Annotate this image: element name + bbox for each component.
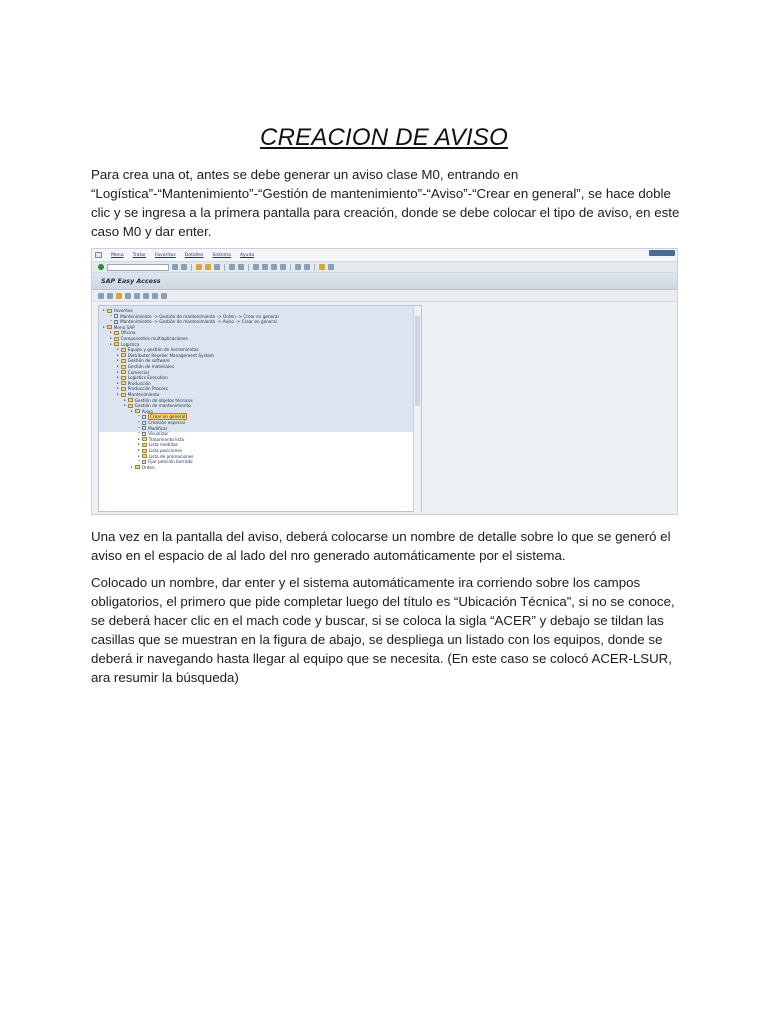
transaction-icon (114, 314, 118, 318)
menu-item-menu: Menú (111, 252, 124, 258)
tree-expander-icon[interactable]: ▸ (117, 386, 119, 391)
tree-node-label: Producción Process (127, 386, 168, 392)
folder-icon (121, 381, 126, 385)
tree-expander-icon[interactable]: ▸ (117, 352, 119, 357)
tree-expander-icon[interactable]: • (138, 425, 141, 430)
layout-icon (328, 264, 334, 270)
help-icon (319, 264, 325, 270)
delete-favorite-icon (134, 293, 140, 299)
scrollbar-thumb (415, 316, 420, 406)
tree-expander-icon[interactable]: ▸ (138, 448, 140, 452)
tree-node[interactable] (124, 403, 191, 408)
sap-screenshot (91, 248, 678, 515)
tree-node[interactable] (138, 448, 182, 453)
tree-node[interactable] (138, 431, 168, 436)
sap-title-bar: SAP Easy Access (92, 273, 677, 290)
tree-expander-icon[interactable]: • (138, 431, 141, 436)
tree-node[interactable] (110, 336, 188, 341)
tree-node-label: Gestión de software (127, 358, 170, 364)
transaction-icon (142, 460, 146, 464)
folder-icon (114, 331, 119, 335)
tree-node[interactable] (117, 347, 199, 352)
find-icon (229, 264, 235, 270)
tree-expander-icon[interactable]: ▸ (131, 464, 133, 469)
tree-node-label: Producción (127, 380, 151, 386)
tree-node[interactable] (117, 370, 149, 375)
tree-expander-icon[interactable]: ▸ (131, 408, 133, 413)
tree-node-label: Equipo y gestión de herramientas (127, 347, 199, 353)
tree-node-label: Comercial (127, 369, 149, 375)
tree-node-label: Modificar (148, 425, 168, 431)
tree-expander-icon[interactable]: • (138, 414, 141, 419)
tree-expander-icon[interactable]: ▸ (103, 308, 105, 312)
transaction-icon (114, 320, 118, 324)
tree-node-label: Oficina (120, 330, 136, 336)
user-menu-icon (98, 293, 104, 299)
paragraph-intro: Para crea una ot, antes se debe generar un aviso clase M0, entrando en “Logística”-“Mantenimiento”-“Gestión de mantenimiento”-“Aviso”-“Crear en general”, se hace doble clic y se ingresa a la primera pantalla para creación, donde se debe colocar el tipo de aviso, en este caso M0 y dar enter. (91, 167, 680, 239)
toolbar-separator (314, 264, 315, 271)
folder-icon (121, 365, 126, 369)
tree-expander-icon[interactable]: ▸ (124, 403, 126, 408)
edit-icon (143, 293, 149, 299)
tree-node-label: Logística (120, 341, 140, 347)
tree-expander-icon[interactable]: ▸ (110, 330, 112, 335)
tree-node-label: Gestión de materiales (127, 364, 174, 369)
toolbar-separator (224, 264, 225, 271)
folder-icon (121, 359, 126, 363)
tree-node[interactable] (117, 353, 214, 358)
window-controls-icon (649, 250, 675, 256)
menu-item-tratar: Tratar (132, 252, 146, 258)
tree-node[interactable] (110, 314, 279, 319)
tree-scrollbar (413, 306, 421, 512)
tree-node-label: Visualizar (148, 431, 169, 437)
tree-node[interactable] (138, 426, 167, 431)
tree-node[interactable] (110, 330, 135, 335)
tree-node-label: Favoritos (113, 308, 133, 313)
toolbar-separator (248, 264, 249, 271)
tree-node-label: Logistics Execution (127, 375, 168, 381)
transaction-icon (142, 421, 146, 425)
tree-expander-icon[interactable]: ▸ (117, 347, 119, 352)
print-icon (214, 264, 220, 270)
tree-node[interactable] (138, 442, 178, 447)
tree-expander-icon[interactable]: • (110, 319, 113, 324)
tree-node-label: Creación especial (148, 420, 185, 425)
folder-icon (121, 353, 126, 357)
folder-icon (128, 404, 133, 408)
toolbar-separator (191, 264, 192, 271)
sap-empty-area (427, 305, 677, 514)
folder-icon (121, 348, 126, 352)
menu-item-sistema: Sistema (212, 252, 231, 258)
tree-expander-icon[interactable]: • (138, 420, 141, 424)
folder-icon (121, 370, 126, 374)
tree-node-label: Lista de promociones (148, 453, 194, 459)
folder-icon (128, 398, 133, 402)
tree-node[interactable] (138, 459, 193, 464)
new-session-icon (295, 264, 301, 270)
tree-node-label: Mantenimiento (127, 392, 160, 397)
tree-node[interactable] (117, 364, 174, 369)
tree-expander-icon[interactable]: ▸ (110, 336, 112, 340)
menu-item-ayuda: Ayuda (239, 252, 255, 258)
command-field (107, 264, 169, 271)
tree-expander-icon[interactable]: • (110, 313, 113, 318)
tree-node[interactable] (117, 381, 151, 386)
collapse-icon (161, 293, 167, 299)
tree-node[interactable] (138, 420, 185, 425)
tree-node-label: Lista medidas (148, 442, 178, 448)
tree-expander-icon[interactable]: ▸ (103, 324, 105, 329)
sap-menubar (92, 249, 677, 261)
tree-node-label: Menú SAP (113, 324, 135, 330)
tree-expander-icon[interactable]: ▸ (138, 442, 140, 447)
find-next-icon (238, 264, 244, 270)
tree-node[interactable] (138, 437, 184, 442)
folder-icon (107, 309, 112, 313)
menu-item-favoritos: Favoritos (154, 252, 176, 258)
tree-node-label: Mantenimiento -> Gestión de mantenimiento -> Aviso -> Crear en general (120, 319, 277, 325)
shortcut-icon (304, 264, 310, 270)
folder-icon (114, 342, 119, 346)
transaction-icon (142, 415, 146, 419)
tree-node-label: Aviso (141, 408, 153, 414)
menu-item-detalles: Detalles (184, 252, 204, 258)
tree-node[interactable] (117, 386, 168, 391)
sap-menu-tree (98, 305, 422, 512)
expand-icon (152, 293, 158, 299)
tree-expander-icon[interactable]: ▸ (138, 436, 140, 441)
tree-node-label: Orden (141, 464, 155, 470)
tree-node-label: Componentes multiaplicaciones (120, 336, 188, 341)
tree-expander-icon[interactable]: ▸ (117, 369, 119, 374)
back-icon (172, 264, 178, 270)
folder-icon (135, 465, 140, 469)
sap-window-icon (95, 252, 102, 258)
add-favorite-icon (125, 293, 131, 299)
tree-node-label: Distributor Reseller Management System (127, 352, 214, 358)
folder-icon (142, 437, 147, 441)
tree-node[interactable] (103, 308, 133, 313)
exit-icon (196, 264, 202, 270)
folder-icon (142, 454, 147, 458)
tree-node-label: Lista posiciones (148, 448, 182, 453)
last-page-icon (280, 264, 286, 270)
tree-expander-icon[interactable]: ▸ (110, 341, 112, 346)
tree-node[interactable] (117, 392, 159, 397)
cancel-icon (205, 264, 211, 270)
prev-page-icon (262, 264, 268, 270)
folder-icon (107, 325, 112, 329)
folder-icon (121, 376, 126, 380)
folder-icon (114, 337, 119, 341)
tree-expander-icon[interactable]: ▸ (117, 392, 119, 396)
tree-expander-icon[interactable]: ▸ (117, 375, 119, 380)
folder-icon (135, 409, 140, 413)
enter-check-icon (98, 264, 104, 270)
folder-icon (121, 393, 126, 397)
paragraph-ubicacion-tecnica: Colocado un nombre, dar enter y el sistema automáticamente ira corriendo sobre los campos obligatorios, el primero que pide completar luego del título es “Ubicación Técnica”, si no se conoce, se deberá hacer clic en el mach code y buscar, si se coloca la sigla “ACER” y debajo se tildan las casillas que se muestran en la figura de abajo, se despliega un listado con los equipos, donde se deberá ir navegando hasta llegar al equipo que se necesita. (En este caso se colocó ACER-LSUR, ara resumir la búsqueda) (91, 575, 675, 685)
tree-expander-icon[interactable]: ▸ (117, 358, 119, 363)
tree-node-label: Tratamiento lista (148, 436, 184, 442)
tree-expander-icon[interactable]: ▸ (138, 453, 140, 458)
tree-node[interactable] (117, 358, 170, 363)
favorites-icon (116, 293, 122, 299)
tree-node-label: Gestión de mantenimiento (134, 403, 191, 409)
paragraph-aviso-screen: Una vez en la pantalla del aviso, deberá colocarse un nombre de detalle sobre lo que se generó el aviso en el espacio de al lado del nro generado automáticamente por el sistema. (91, 529, 671, 563)
page-title: CREACION DE AVISO (260, 124, 508, 151)
tree-node[interactable] (110, 319, 277, 324)
tree-node[interactable] (138, 414, 187, 419)
save-icon (181, 264, 187, 270)
tree-node[interactable] (131, 465, 155, 470)
folder-icon (142, 449, 147, 453)
sap-menu-icon (107, 293, 113, 299)
tree-node-label: Gestión de objetos técnicos (134, 397, 193, 403)
tree-expander-icon[interactable]: ▸ (117, 380, 119, 385)
tree-node[interactable] (103, 325, 135, 330)
tree-node-label: Crear en general (150, 414, 186, 420)
sap-application-toolbar (92, 290, 677, 302)
transaction-icon (142, 432, 146, 436)
tree-node[interactable] (110, 342, 139, 347)
tree-expander-icon[interactable]: ▸ (124, 397, 126, 402)
next-page-icon (271, 264, 277, 270)
transaction-icon (142, 426, 146, 430)
tree-expander-icon[interactable]: ▸ (117, 364, 119, 368)
tree-node-label: Fijar petición borrado (148, 459, 193, 465)
tree-node[interactable] (117, 375, 168, 380)
tree-expander-icon[interactable]: • (138, 459, 141, 464)
folder-icon (142, 443, 147, 447)
sap-standard-toolbar (92, 261, 677, 273)
tree-node[interactable] (138, 454, 193, 459)
toolbar-separator (290, 264, 291, 271)
tree-node[interactable] (124, 398, 193, 403)
tree-node-label: Mantenimiento -> Gestión de mantenimiento -> Orden -> Crear en general (120, 313, 279, 319)
first-page-icon (253, 264, 259, 270)
folder-icon (121, 387, 126, 391)
